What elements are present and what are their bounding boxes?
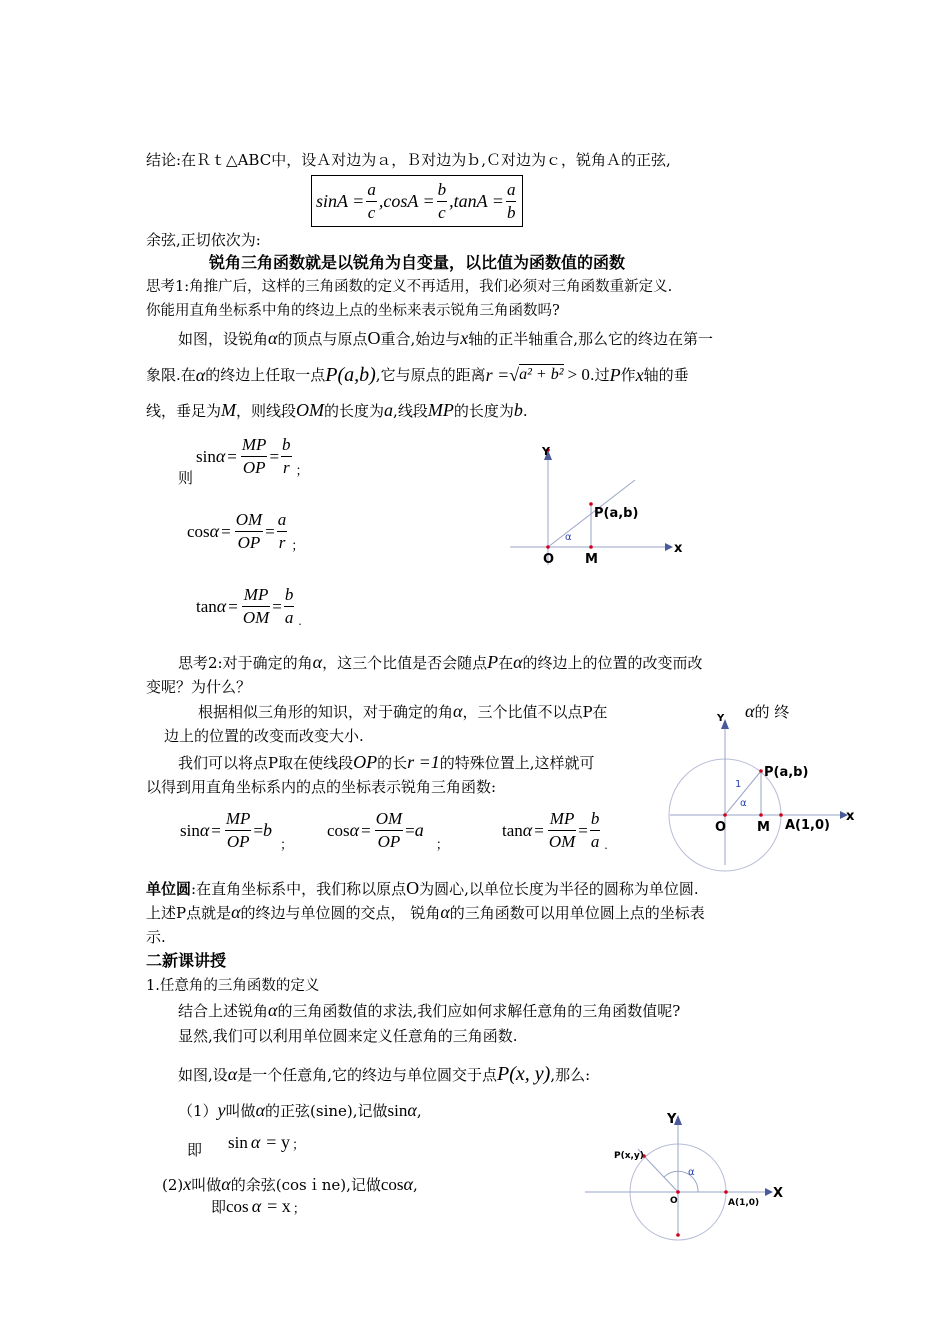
figure-2-unit-circle bbox=[665, 705, 865, 875]
sqrt-radicand: a² + b² bbox=[519, 366, 564, 383]
boxed-formula bbox=[311, 175, 523, 227]
radius-label: 1 bbox=[735, 779, 742, 790]
fraction-a-b: $\frac{a}{b}$ bbox=[506, 179, 516, 222]
point-p bbox=[759, 769, 763, 773]
unit-circle-def: 单位圆:在直角坐标系中，我们称以原点O为圆心,以单位长度为半径的圆称为单位圆. bbox=[146, 878, 699, 898]
x-label: x bbox=[846, 809, 855, 824]
unit-circle-line2: 上述P点就是α的终边与单位圆的交点， 锐角α的三角函数可以用单位圆上点的坐标表 bbox=[146, 902, 705, 922]
section2-title: 二新课讲授 bbox=[146, 951, 227, 970]
p-label: P(x,y) bbox=[614, 1151, 644, 1161]
think2-p3: 我们可以将点P取在使线段OP的长r =1的特殊位置上,这样就可 bbox=[178, 752, 595, 772]
a-label: A(1,0) bbox=[785, 818, 830, 833]
eq-tan-ratio: tan α = $\frac{MP}{OM}$ = $\frac{b}{a}$ . bbox=[196, 585, 302, 628]
unit-circle-line3: 示. bbox=[146, 928, 166, 946]
point-a bbox=[724, 1190, 728, 1194]
think2-p2: 根据相似三角形的知识，对于确定的角α，三个比值不以点P在 bbox=[198, 701, 608, 721]
alpha-label: α bbox=[565, 532, 572, 543]
section2-sub1: 1.任意角的三角函数的定义 bbox=[146, 978, 320, 994]
item1-sine-def: （1）y叫做α的正弦(sine),记做sinα, bbox=[178, 1100, 422, 1120]
think1-p2: 象限.在 α 的终边上任取一点 P(a,b) ,它与原点的距离 r = √ a² + b² > 0 .过 P 作 x 轴的垂 bbox=[146, 363, 689, 386]
point-y-bottom bbox=[676, 1233, 680, 1237]
point-p bbox=[589, 502, 593, 506]
o-label: O bbox=[715, 820, 727, 835]
sin-a-label: sinA = bbox=[316, 190, 365, 211]
eq-cos-x: 即 cos α = x ； bbox=[211, 1196, 306, 1216]
point-m bbox=[759, 813, 763, 817]
x-axis-arrow bbox=[665, 543, 673, 551]
think1-p1: 如图，设锐角α的顶点与原点O重合,始边与x轴的正半轴重合,那么它的终边在第一 bbox=[178, 328, 714, 348]
eq-unit-tan: tan α = $\frac{MP}{OM}$ = $\frac{b}{a}$ . bbox=[502, 809, 608, 852]
eq-sin-y: sin α = y ； bbox=[228, 1132, 305, 1152]
fraction-a-c: $\frac{a}{c}$ bbox=[367, 179, 376, 222]
eq-cos-ratio: cos α = $\frac{OM}{OP}$ = $\frac{a}{r}$ ； bbox=[187, 510, 305, 553]
y-label: Y bbox=[542, 445, 550, 458]
item1-ji: 即 bbox=[187, 1141, 203, 1159]
m-label: M bbox=[757, 820, 770, 835]
think2-p3b: 以得到用直角坐标系内的点的坐标表示锐角三角函数: bbox=[146, 778, 497, 796]
think2-p2-end: α的 终 bbox=[745, 701, 790, 721]
tan-a-label: ,tanA = bbox=[449, 190, 504, 211]
point-o bbox=[723, 813, 727, 817]
item2-cosine-def: (2)x叫做α的余弦(cosｉne),记做cosα, bbox=[162, 1174, 418, 1194]
section2-p1: 结合上述锐角α的三角函数值的求法,我们应如何求解任意角的三角函数值呢? bbox=[178, 1000, 681, 1020]
point-a bbox=[779, 813, 783, 817]
x-axis-arrow bbox=[765, 1188, 773, 1196]
figure-3-unit-circle bbox=[580, 1105, 790, 1245]
think2-p1: 思考2:对于确定的角α，这三个比值是否会随点P在α的终边上的位置的改变而改 bbox=[178, 652, 703, 672]
p-label: P(a,b) bbox=[764, 765, 809, 780]
then-label: 则 bbox=[178, 469, 194, 487]
x-label: X bbox=[773, 1186, 784, 1201]
fraction-b-c: $\frac{b}{c}$ bbox=[437, 179, 447, 222]
cos-a-label: ,cosA = bbox=[378, 190, 435, 211]
p-label: P(a,b) bbox=[594, 506, 639, 521]
think2-p1b: 变呢？为什么？ bbox=[146, 678, 252, 696]
point-o bbox=[546, 545, 550, 549]
section2-p2: 显然,我们可以利用单位圆来定义任意角的三角函数. bbox=[178, 1027, 518, 1045]
a-label: A(1,0) bbox=[728, 1198, 760, 1208]
section2-p3: 如图,设α是一个任意角,它的终边与单位圆交于点P(x, y),那么: bbox=[178, 1063, 591, 1085]
eq-sin-ratio: sin α = $\frac{MP}{OP}$ = $\frac{b}{r}$ ； bbox=[196, 435, 309, 478]
eq-unit-cos: cos α = $\frac{OM}{OP}$ = a ； bbox=[327, 809, 449, 852]
x-label: x bbox=[674, 541, 683, 556]
think1-p3: 线，垂足为M，则线段OM的长度为a,线段MP的长度为b. bbox=[146, 400, 528, 420]
alpha-label: α bbox=[688, 1167, 695, 1178]
y-label: Y bbox=[667, 1112, 677, 1127]
alpha-label: α bbox=[740, 798, 747, 809]
conclusion-line2: 余弦,正切依次为: bbox=[146, 231, 261, 249]
think1-line2: 你能用直角坐标系中角的终边上点的坐标来表示锐角三角函数吗? bbox=[146, 303, 560, 319]
point-m bbox=[589, 545, 593, 549]
section-title: 锐角三角函数就是以锐角为自变量，以比值为函数值的函数 bbox=[209, 253, 626, 272]
eq-unit-sin: sin α = $\frac{MP}{OP}$ = b ； bbox=[180, 809, 294, 852]
conclusion-line1: 结论:在Ｒｔ△ABC中，设Ａ对边为ａ，Ｂ对边为ｂ,Ｃ对边为ｃ，锐角Ａ的正弦, bbox=[146, 151, 671, 169]
think2-p2b: 边上的位置的改变而改变大小. bbox=[164, 727, 364, 745]
point-o bbox=[676, 1190, 680, 1194]
o-label: O bbox=[543, 552, 555, 567]
y-label: Y bbox=[717, 713, 725, 724]
figure-1-coordinate bbox=[500, 440, 700, 580]
o-label: O bbox=[670, 1196, 678, 1206]
m-label: M bbox=[585, 552, 598, 567]
terminal-side bbox=[644, 1156, 678, 1192]
think1-line1: 思考1:角推广后，这样的三角函数的定义不再适用，我们必须对三角函数重新定义. bbox=[146, 279, 673, 295]
